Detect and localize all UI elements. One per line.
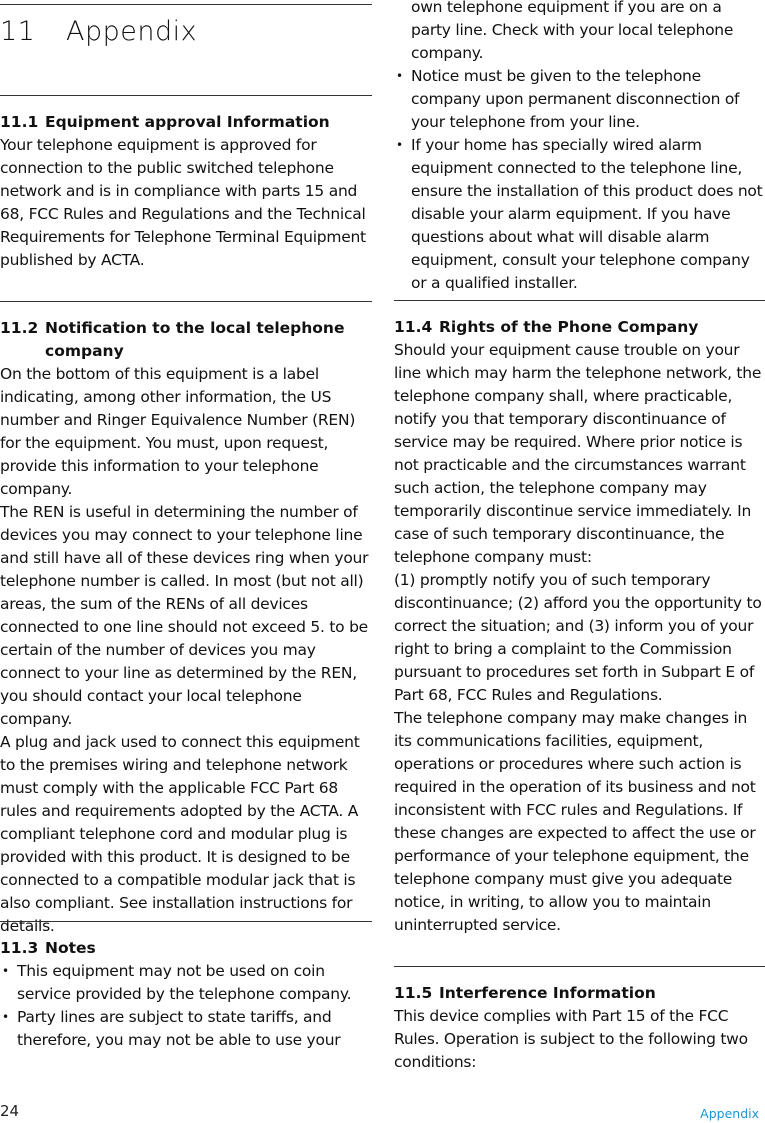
- section-11-1: [0, 111, 372, 272]
- section-title-text: Notes: [45, 939, 96, 957]
- section-title-text: Equipment approval Information: [45, 113, 330, 131]
- section-title: [0, 937, 372, 960]
- section-number: 11.3: [0, 939, 39, 957]
- section-divider: [394, 300, 765, 301]
- section-title-text: Rights of the Phone Company: [439, 318, 699, 336]
- section-title: [0, 111, 372, 134]
- list-item-continuation: own telephone equipment if you are on a party line. Check with your local telephone company.: [411, 0, 734, 62]
- paragraph: Should your equipment cause trouble on your line which may harm the telephone network, the telephone company shall, where practicable, notify you that temporary discontinuance of service may be required. Where prior notice is not practicable and the circumstances warrant such action, the telephone company may temporarily discontinue service immediately. In case of such temporary discontinuance, the telephone company must:: [394, 341, 762, 566]
- page-number: 24: [0, 1102, 20, 1120]
- section-title-text: Interference Information: [439, 984, 656, 1002]
- list-item: • If your home has specially wired alarm equipment connected to the telephone line, ensure the installation of this product does not disable your alarm equipment. If you have questions about what will disable alarm equipment, consult your telephone company or a qualified installer.: [394, 134, 765, 295]
- section-number: 11.2: [0, 319, 39, 337]
- section-title: [394, 982, 765, 1005]
- section-number: 11.5: [394, 984, 433, 1002]
- paragraph: On the bottom of this equipment is a label indicating, among other information, the US number and Ringer Equivalence Number (REN) for the equipment. You must, upon request, provide this information to your telephone company.: [0, 365, 356, 498]
- section-number: 11.4: [394, 318, 433, 336]
- section-title: [0, 317, 372, 363]
- list-item: • Party lines are subject to state tariffs, and therefore, you may not be able to use your: [0, 1006, 372, 1052]
- notes-list-continued: [394, 65, 765, 295]
- section-divider: [0, 95, 372, 96]
- section-11-4: [394, 316, 765, 937]
- paragraph: A plug and jack used to connect this equipment to the premises wiring and telephone network must comply with the applicable FCC Part 68 rules and requirements adopted by the ACTA. A compliant telephone cord and modular plug is provided with this product. It is designed to be connected to a compatible modular jack that is also compliant. See installation instructions for details.: [0, 733, 360, 935]
- paragraph: The telephone company may make changes in its communications facilities, equipment, operations or procedures where such action is required in the operation of its business and not inconsistent with FCC rules and Regulations. If these changes are expected to affect the use or performance of your telephone equipment, the telephone company must give you adequate notice, in writing, to allow you to maintain uninterrupted service.: [394, 709, 756, 934]
- section-11-3-continued: [394, 0, 765, 295]
- section-divider: [0, 921, 372, 922]
- section-divider: [394, 966, 765, 967]
- section-divider: [0, 301, 372, 302]
- paragraph: This device complies with Part 15 of the FCC Rules. Operation is subject to the following two conditions:: [394, 1007, 748, 1071]
- chapter-heading: [0, 16, 197, 47]
- chapter-top-rule: [0, 4, 372, 5]
- section-11-5: [394, 982, 765, 1074]
- footer-section-label: Appendix: [700, 1106, 759, 1121]
- chapter-title: Appendix: [66, 16, 198, 47]
- section-title-text: Notification to the local telephone company: [45, 319, 345, 360]
- chapter-number: 11: [0, 16, 36, 47]
- notes-list: [0, 960, 372, 1052]
- paragraph: (1) promptly notify you of such temporary discontinuance; (2) afford you the opportunity to correct the situation; and (3) inform you of your right to bring a complaint to the Commission pursuant to procedures set forth in Subpart E of Part 68, FCC Rules and Regulations.: [394, 571, 762, 704]
- paragraph: The REN is useful in determining the number of devices you may connect to your telephone line and still have all of these devices ring when your telephone number is called. In most (but not all) areas, the sum of the RENs of all devices connected to one line should not exceed 5. to be certain of the number of devices you may connect to your line as determined by the REN, you should contact your local telephone company.: [0, 503, 369, 728]
- list-item: • Notice must be given to the telephone company upon permanent disconnection of your telephone from your line.: [394, 65, 765, 134]
- section-number: 11.1: [0, 113, 39, 131]
- paragraph: Your telephone equipment is approved for connection to the public switched telephone network and is in compliance with parts 15 and 68, FCC Rules and Regulations and the Technical Requirements for Telephone Terminal Equipment published by ACTA.: [0, 136, 366, 269]
- section-title: [394, 316, 765, 339]
- section-11-2: [0, 317, 372, 938]
- list-item: • This equipment may not be used on coin service provided by the telephone company.: [0, 960, 372, 1006]
- section-11-3: [0, 937, 372, 1052]
